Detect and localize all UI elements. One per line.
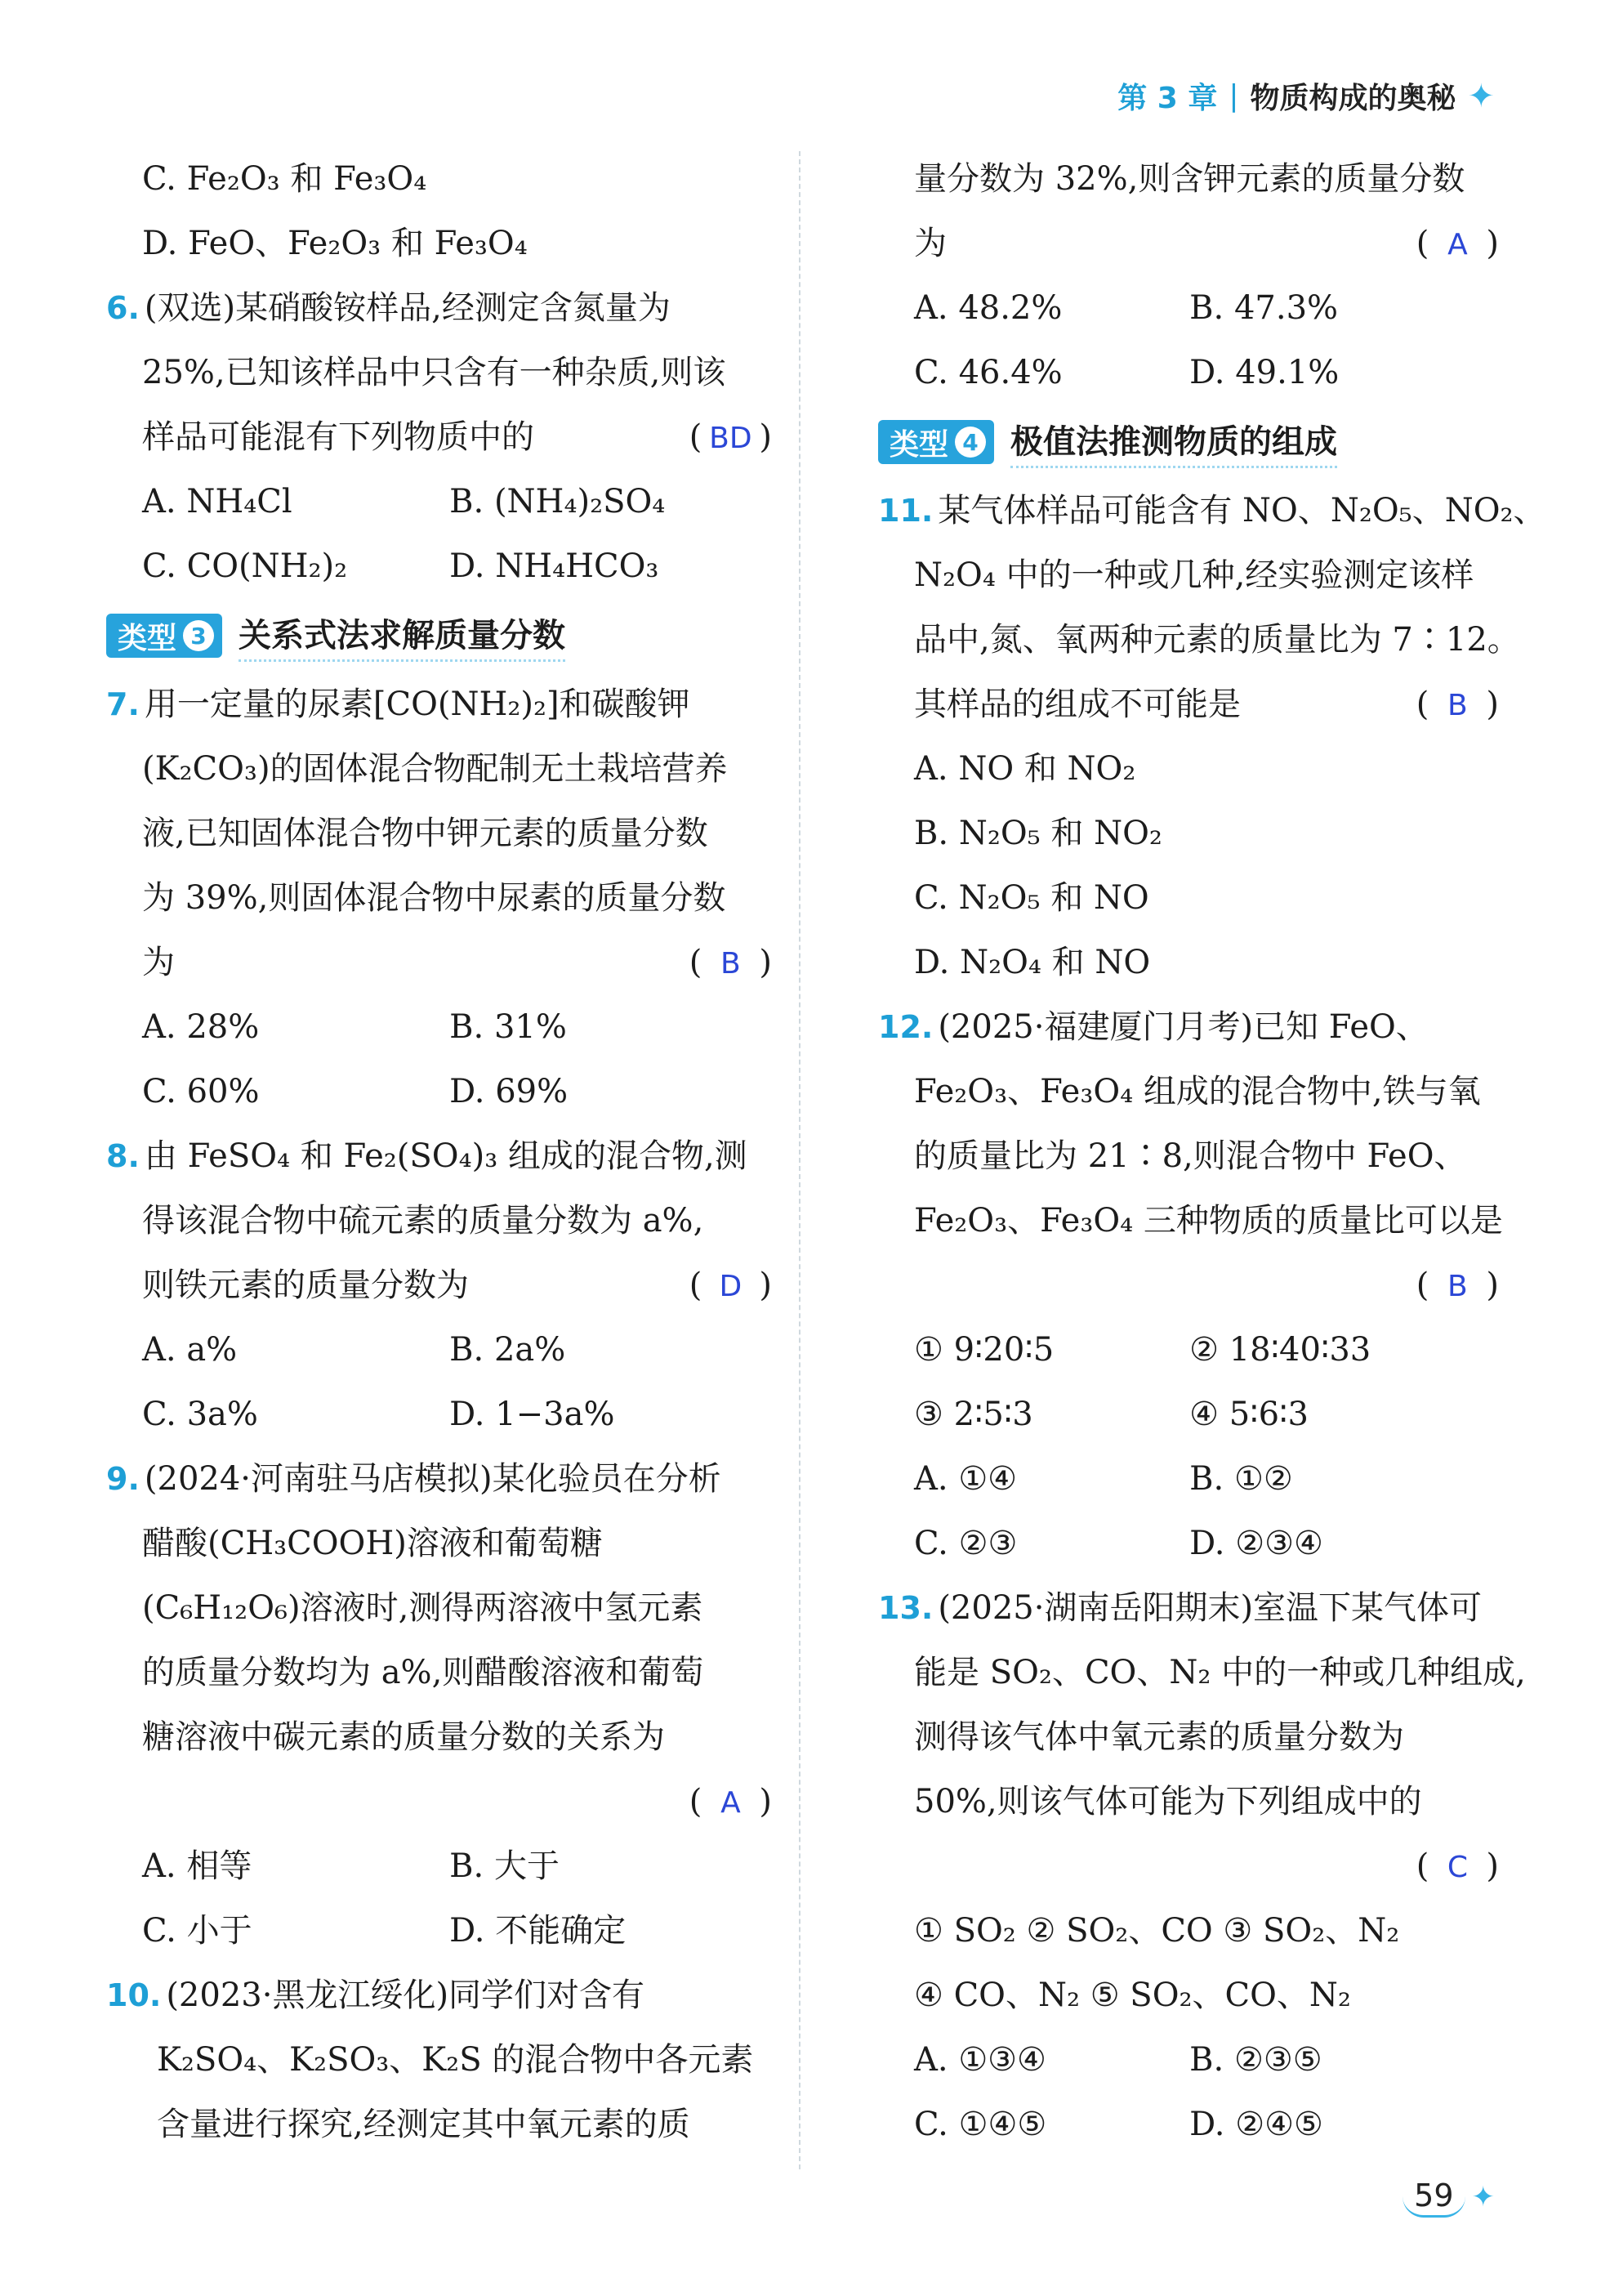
answer-value: B <box>1447 1270 1468 1303</box>
question-text: 由 FeSO₄ 和 Fe₂(SO₄)₃ 组成的混合物,测 <box>144 1137 747 1175</box>
option-b: B. ①② <box>1189 1460 1293 1498</box>
option-a: A. ①④ <box>914 1460 1018 1498</box>
option-a: A. NO 和 NO₂ <box>914 750 1136 788</box>
answer-value: B <box>1447 689 1468 722</box>
answer-bracket: ( C ) <box>1416 1834 1499 1900</box>
section-title: 极值法推测物质的组成 <box>1010 416 1337 468</box>
question-text: 用一定量的尿素[CO(NH₂)₂]和碳酸钾 <box>144 686 690 723</box>
question-text: 某气体样品可能含有 NO、N₂O₅、NO₂、 <box>938 492 1546 529</box>
option-d: D. ②④⑤ <box>1189 2106 1323 2143</box>
question-text: 得该混合物中硫元素的质量分数为 a%, <box>142 1202 704 1240</box>
answer-bracket: ( B ) <box>689 931 772 996</box>
question-text: 为 <box>914 225 947 262</box>
question-number: 10. <box>106 1977 162 2013</box>
question-text: 能是 SO₂、CO、N₂ 中的一种或几种组成, <box>914 1654 1526 1691</box>
option-d: D. 69% <box>449 1073 569 1110</box>
question-text: 测得该气体中氧元素的质量分数为 <box>914 1718 1404 1756</box>
chapter-header <box>1117 75 1495 117</box>
question-text: 则铁元素的质量分数为 <box>142 1266 469 1304</box>
question-text: 样品可能混有下列物质中的 <box>142 418 534 456</box>
question-text: 为 <box>142 944 175 981</box>
ratio-item: ④ 5∶6∶3 <box>1189 1396 1309 1433</box>
option-a: A. ①③④ <box>914 2041 1046 2079</box>
question-6 <box>106 276 772 599</box>
chapter-label: 第 3 章 <box>1117 82 1218 115</box>
question-text: (双选)某硝酸铵样品,经测定含氮量为 <box>144 289 671 327</box>
option-b: B. 大于 <box>449 1847 560 1885</box>
option-d: D. 1−3a% <box>449 1396 615 1433</box>
ratio-item: ① 9∶20∶5 <box>914 1331 1055 1369</box>
question-9 <box>106 1447 772 1963</box>
type-tag-number: 4 <box>955 427 986 458</box>
question-text: (2024·河南驻马店模拟)某化验员在分析 <box>144 1460 721 1498</box>
answer-value: B <box>720 947 741 980</box>
ratio-item: ② 18∶40∶33 <box>1189 1331 1371 1369</box>
option-d: D. 49.1% <box>1189 354 1340 391</box>
type-tag <box>106 614 222 658</box>
question-number: 12. <box>878 1009 934 1045</box>
question-10 <box>106 1963 772 2157</box>
answer-bracket: ( A ) <box>1416 212 1499 277</box>
answer-value: BD <box>709 422 752 455</box>
column-divider <box>799 151 800 2169</box>
question-10-continued <box>878 147 1499 405</box>
option-c: C. CO(NH₂)₂ <box>142 547 348 585</box>
answer-bracket: ( B ) <box>1416 1253 1499 1319</box>
question-text: (K₂CO₃)的固体混合物配制无土栽培营养 <box>142 750 728 788</box>
answer-bracket: ( A ) <box>689 1770 772 1835</box>
option-a: A. 相等 <box>142 1847 252 1885</box>
answer-value: A <box>1447 228 1468 261</box>
question-text: N₂O₄ 中的一种或几种,经实验测定该样 <box>914 556 1474 594</box>
answer-bracket: ( D ) <box>689 1253 772 1319</box>
question-8 <box>106 1124 772 1447</box>
question-number: 13. <box>878 1590 934 1626</box>
option-a: A. a% <box>142 1331 238 1369</box>
question-text: 品中,氮、氧两种元素的质量比为 7∶12。 <box>914 621 1520 659</box>
section-heading-type-4 <box>878 405 1499 479</box>
option-b: B. ②③⑤ <box>1189 2041 1322 2079</box>
option-d: D. ②③④ <box>1189 1525 1323 1562</box>
question-text: 的质量比为 21∶8,则混合物中 FeO、 <box>914 1137 1467 1175</box>
option-line: C. Fe₂O₃ 和 Fe₃O₄ <box>142 160 427 198</box>
ratio-item: ③ 2∶5∶3 <box>914 1396 1033 1433</box>
option-d: D. N₂O₄ 和 NO <box>914 944 1151 981</box>
sparkle-icon: ✦ <box>1471 2180 1495 2213</box>
question-number: 9. <box>106 1461 140 1497</box>
type-tag-label: 类型 <box>118 621 177 655</box>
question-text: 量分数为 32%,则含钾元素的质量分数 <box>914 160 1465 198</box>
type-tag <box>878 420 994 464</box>
question-text: (2023·黑龙江绥化)同学们对含有 <box>166 1977 645 2014</box>
sparkle-icon: ✦ <box>1467 77 1495 115</box>
chapter-title: 物质构成的奥秘 <box>1250 82 1456 115</box>
option-c: C. 46.4% <box>914 354 1063 391</box>
answer-bracket: ( BD ) <box>689 405 772 471</box>
question-text: 糖溶液中碳元素的质量分数的关系为 <box>142 1718 665 1756</box>
option-b: B. 47.3% <box>1189 289 1339 327</box>
right-column <box>878 147 1546 2157</box>
option-a: A. 28% <box>142 1008 260 1046</box>
section-heading-type-3 <box>106 599 772 672</box>
option-a: A. 48.2% <box>914 289 1063 327</box>
page-number-badge <box>1403 2176 1495 2218</box>
question-text: 的质量分数均为 a%,则醋酸溶液和葡萄 <box>142 1654 704 1691</box>
question-text: (2025·福建厦门月考)已知 FeO、 <box>938 1008 1429 1046</box>
combination-list: ① SO₂ ② SO₂、CO ③ SO₂、N₂ <box>914 1912 1400 1950</box>
option-c: C. ①④⑤ <box>914 2106 1047 2143</box>
question-text: 含量进行探究,经测定其中氧元素的质 <box>157 2106 690 2143</box>
option-b: B. (NH₄)₂SO₄ <box>449 483 666 520</box>
question-text: 50%,则该气体可能为下列组成中的 <box>914 1783 1422 1820</box>
option-c: C. 60% <box>142 1073 260 1110</box>
question-13 <box>878 1576 1526 2157</box>
option-b: B. 31% <box>449 1008 567 1046</box>
answer-value: D <box>719 1270 743 1303</box>
answer-value: A <box>720 1786 741 1820</box>
question-number: 11. <box>878 493 934 529</box>
question-number: 8. <box>106 1138 140 1174</box>
question-7 <box>106 672 772 1124</box>
answer-value: C <box>1447 1851 1468 1884</box>
question-text: (2025·湖南岳阳期末)室温下某气体可 <box>938 1589 1483 1627</box>
option-d: D. NH₄HCO₃ <box>449 547 659 585</box>
left-column <box>106 147 772 2157</box>
question-text: (C₆H₁₂O₆)溶液时,测得两溶液中氢元素 <box>142 1589 703 1627</box>
option-d: D. 不能确定 <box>449 1912 627 1950</box>
option-c: C. 3a% <box>142 1396 258 1433</box>
option-b: B. N₂O₅ 和 NO₂ <box>914 815 1162 852</box>
option-line: D. FeO、Fe₂O₃ 和 Fe₃O₄ <box>142 225 528 262</box>
page-number: 59 <box>1403 2176 1465 2218</box>
question-12 <box>878 995 1503 1576</box>
type-tag-label: 类型 <box>890 427 949 462</box>
combination-list: ④ CO、N₂ ⑤ SO₂、CO、N₂ <box>914 1977 1351 2014</box>
question-11 <box>878 479 1546 995</box>
question-text: 醋酸(CH₃COOH)溶液和葡萄糖 <box>142 1525 603 1562</box>
type-tag-number: 3 <box>183 620 214 651</box>
question-text: 25%,已知该样品中只含有一种杂质,则该 <box>142 354 726 391</box>
answer-bracket: ( B ) <box>1416 672 1499 738</box>
question-text: 其样品的组成不可能是 <box>914 686 1241 723</box>
option-c: C. 小于 <box>142 1912 252 1950</box>
section-title: 关系式法求解质量分数 <box>239 610 565 662</box>
option-a: A. NH₄Cl <box>142 483 292 520</box>
option-c: C. N₂O₅ 和 NO <box>914 879 1149 917</box>
option-b: B. 2a% <box>449 1331 566 1369</box>
header-separator: | <box>1229 79 1239 113</box>
question-text: K₂SO₄、K₂SO₃、K₂S 的混合物中各元素 <box>157 2041 754 2079</box>
question-text: 为 39%,则固体混合物中尿素的质量分数 <box>142 879 726 917</box>
question-text: Fe₂O₃、Fe₃O₄ 组成的混合物中,铁与氧 <box>914 1073 1481 1110</box>
question-text: 液,已知固体混合物中钾元素的质量分数 <box>142 815 708 852</box>
question-number: 7. <box>106 686 140 722</box>
option-c: C. ②③ <box>914 1525 1018 1562</box>
question-number: 6. <box>106 290 140 326</box>
question-text: Fe₂O₃、Fe₃O₄ 三种物质的质量比可以是 <box>914 1202 1503 1240</box>
